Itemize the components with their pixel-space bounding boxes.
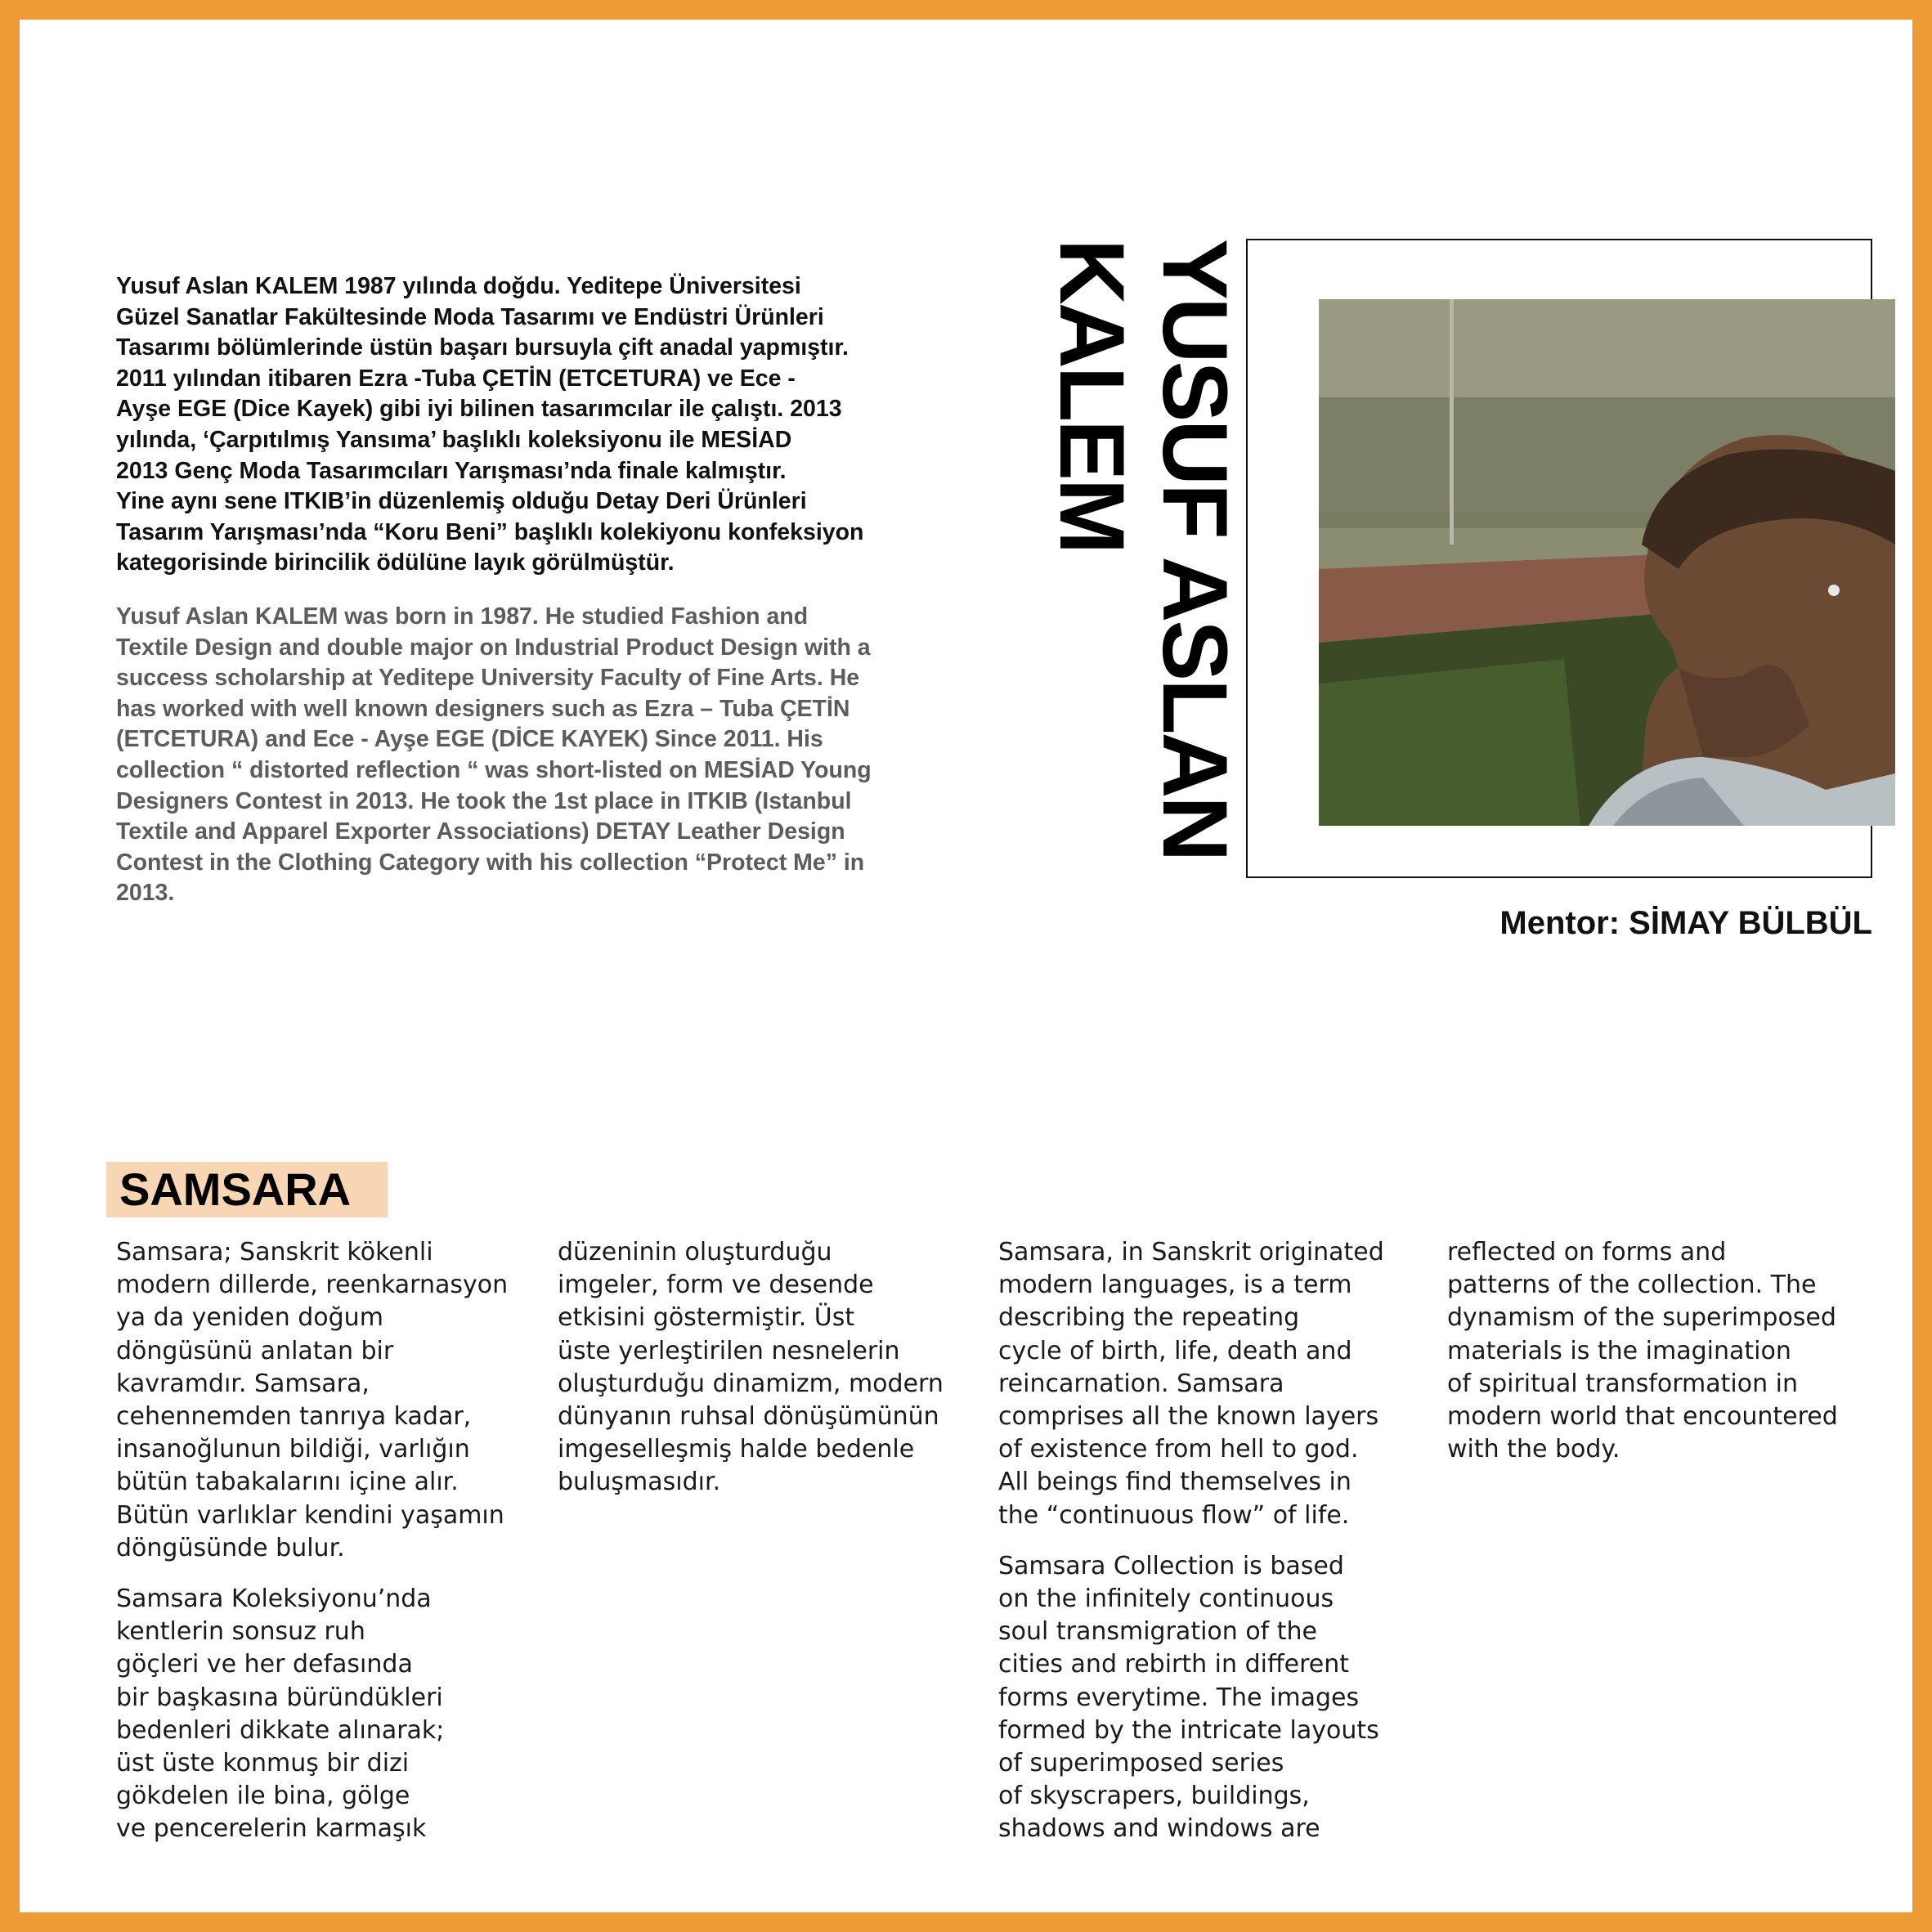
text-line: bütün tabakalarını içine alır. bbox=[116, 1468, 459, 1497]
bio-tr-line: 2013 Genç Moda Tasarımcıları Yarışması’nda finale kalmıştır. bbox=[116, 457, 787, 484]
bio-tr-line: kategorisinde birincilik ödülüne layık görülmüştür. bbox=[116, 549, 675, 576]
bio-tr-line: Ayşe EGE (Dice Kayek) gibi iyi bilinen tasarımcılar ile çalıştı. 2013 bbox=[116, 396, 842, 423]
text-line: of spiritual transformation in bbox=[1447, 1369, 1798, 1398]
paragraph-gap bbox=[116, 1565, 533, 1583]
bio-en-line: collection “ distorted reflection “ was short-listed on MESİAD Young bbox=[116, 756, 872, 783]
text-line: cehennemden tanrıya kadar, bbox=[116, 1402, 472, 1432]
designer-name bbox=[1041, 239, 1250, 1056]
text-line: Samsara; Sanskrit kökenli bbox=[116, 1238, 433, 1266]
text-line: shadows and windows are bbox=[998, 1814, 1320, 1844]
text-line: imgeselleşmiş halde bedenle bbox=[558, 1435, 915, 1464]
text-line: bir başkasına büründükleri bbox=[116, 1683, 443, 1712]
text-line: insanoğlunun bildiği, varlığın bbox=[116, 1435, 470, 1464]
text-line: ya da yeniden doğum bbox=[116, 1303, 383, 1333]
text-line: etkisini göstermiştir. Üst bbox=[558, 1303, 855, 1333]
text-line: kavramdır. Samsara, bbox=[116, 1369, 370, 1398]
text-line: Samsara, in Sanskrit originated bbox=[998, 1238, 1384, 1266]
text-line: reincarnation. Samsara bbox=[998, 1369, 1284, 1398]
bio-tr-line: Güzel Sanatlar Fakültesinde Moda Tasarımı ve Endüstri Ürünleri bbox=[116, 303, 824, 330]
text-line: oluşturduğu dinamizm, modern bbox=[558, 1369, 944, 1398]
text-line: comprises all the known layers bbox=[998, 1402, 1379, 1432]
bio-tr-line: Tasarımı bölümlerinde üstün başarı bursuyla çift anadal yapmıştır. bbox=[116, 334, 849, 361]
collection-text-column-4 bbox=[1447, 1236, 1872, 1466]
bio-en-line: (ETCETURA) and Ece - Ayşe EGE (DİCE KAYEK) Since 2011. His bbox=[116, 726, 823, 753]
text-line: göçleri ve her defasında bbox=[116, 1650, 413, 1679]
bio-en-line: Designers Contest in 2013. He took the 1st place in ITKIB (Istanbul bbox=[116, 787, 852, 814]
collection-title: SAMSARA bbox=[106, 1162, 388, 1217]
text-line: formed by the intricate layouts bbox=[998, 1715, 1379, 1745]
designer-last-name: KALEM bbox=[1041, 239, 1143, 553]
text-line: modern world that encountered bbox=[1447, 1402, 1838, 1432]
paragraph-gap bbox=[998, 1532, 1423, 1550]
text-line: the “continuous flow” of life. bbox=[998, 1500, 1350, 1530]
bio-tr-line: Yine aynı sene ITKIB’in düzenlemiş olduğu Detay Deri Ürünleri bbox=[116, 488, 807, 515]
collection-text-column-2 bbox=[558, 1236, 975, 1499]
text-line: dünyanın ruhsal dönüşümünün bbox=[558, 1402, 939, 1432]
text-line: dynamism of the superimposed bbox=[1447, 1303, 1836, 1333]
text-line: cities and rebirth in different bbox=[998, 1650, 1349, 1679]
text-line: materials is the imagination bbox=[1447, 1336, 1791, 1365]
text-line: döngüsünde bulur. bbox=[116, 1533, 345, 1562]
bio-en-line: Yusuf Aslan KALEM was born in 1987. He studied Fashion and bbox=[116, 603, 809, 630]
text-line: gökdelen ile bina, gölge bbox=[116, 1782, 410, 1811]
bio-en-line: has worked with well known designers such as Ezra – Tuba ÇETİN bbox=[116, 695, 850, 722]
bio-tr-line: Yusuf Aslan KALEM 1987 yılında doğdu. Yeditepe Üniversitesi bbox=[116, 273, 801, 299]
text-line: describing the repeating bbox=[998, 1303, 1300, 1333]
text-line: of superimposed series bbox=[998, 1749, 1284, 1778]
bio-en-line: Textile Design and double major on Industrial Product Design with a bbox=[116, 634, 871, 661]
text-line: bedenleri dikkate alınarak; bbox=[116, 1715, 445, 1745]
text-line: üst üste konmuş bir dizi bbox=[116, 1749, 410, 1778]
collection-text-column-1 bbox=[116, 1236, 533, 1846]
text-line: cycle of birth, life, death and bbox=[998, 1336, 1352, 1365]
text-line: Samsara Koleksiyonu’nda bbox=[116, 1585, 432, 1614]
bio-tr-line: Tasarım Yarışması’nda “Koru Beni” başlıklı kolekiyonu konfeksiyon bbox=[116, 518, 864, 545]
bio-en-line: Textile and Apparel Exporter Associations) DETAY Leather Design bbox=[116, 818, 845, 845]
text-line: on the infinitely continuous bbox=[998, 1585, 1334, 1614]
designer-first-name: YUSUF ASLAN bbox=[1144, 239, 1246, 860]
text-line: buluşmasıdır. bbox=[558, 1468, 721, 1497]
text-line: of existence from hell to god. bbox=[998, 1435, 1359, 1464]
text-line: Bütün varlıklar kendini yaşamın bbox=[116, 1500, 504, 1530]
bio-tr-line: yılında, ‘Çarpıtılmış Yansıma’ başlıklı koleksiyonu ile MESİAD bbox=[116, 426, 792, 453]
text-line: reflected on forms and bbox=[1447, 1238, 1727, 1266]
text-line: ve pencerelerin karmaşık bbox=[116, 1814, 427, 1844]
text-line: Samsara Collection is based bbox=[998, 1551, 1344, 1580]
bio-en-line: 2013. bbox=[116, 880, 175, 907]
text-line: modern dillerde, reenkarnasyon bbox=[116, 1271, 509, 1300]
text-line: forms everytime. The images bbox=[998, 1683, 1360, 1712]
mentor-credit: Mentor: SİMAY BÜLBÜL bbox=[1499, 905, 1872, 941]
text-line: imgeler, form ve desende bbox=[558, 1271, 874, 1300]
text-line: döngüsünü anlatan bir bbox=[116, 1336, 394, 1365]
text-line: soul transmigration of the bbox=[998, 1617, 1317, 1647]
portrait-illustration bbox=[1319, 299, 1895, 826]
text-line: with the body. bbox=[1447, 1435, 1620, 1464]
collection-text-column-3 bbox=[998, 1236, 1423, 1846]
text-line: kentlerin sonsuz ruh bbox=[116, 1617, 365, 1647]
text-line: All beings find themselves in bbox=[998, 1468, 1352, 1497]
bio-en-line: success scholarship at Yeditepe University Faculty of Fine Arts. He bbox=[116, 665, 860, 692]
text-line: of skyscrapers, buildings, bbox=[998, 1782, 1310, 1811]
bio-turkish bbox=[116, 271, 926, 579]
bio-en-line: Contest in the Clothing Category with his collection “Protect Me” in bbox=[116, 849, 865, 876]
text-line: üste yerleştirilen nesnelerin bbox=[558, 1336, 900, 1365]
text-line: patterns of the collection. The bbox=[1447, 1271, 1817, 1300]
bio-tr-line: 2011 yılından itibaren Ezra -Tuba ÇETİN (ETCETURA) ve Ece - bbox=[116, 365, 796, 392]
bio-english bbox=[116, 602, 926, 909]
designer-photo bbox=[1319, 299, 1895, 826]
text-line: modern languages, is a term bbox=[998, 1271, 1352, 1300]
text-line: düzeninin oluşturduğu bbox=[558, 1238, 832, 1266]
